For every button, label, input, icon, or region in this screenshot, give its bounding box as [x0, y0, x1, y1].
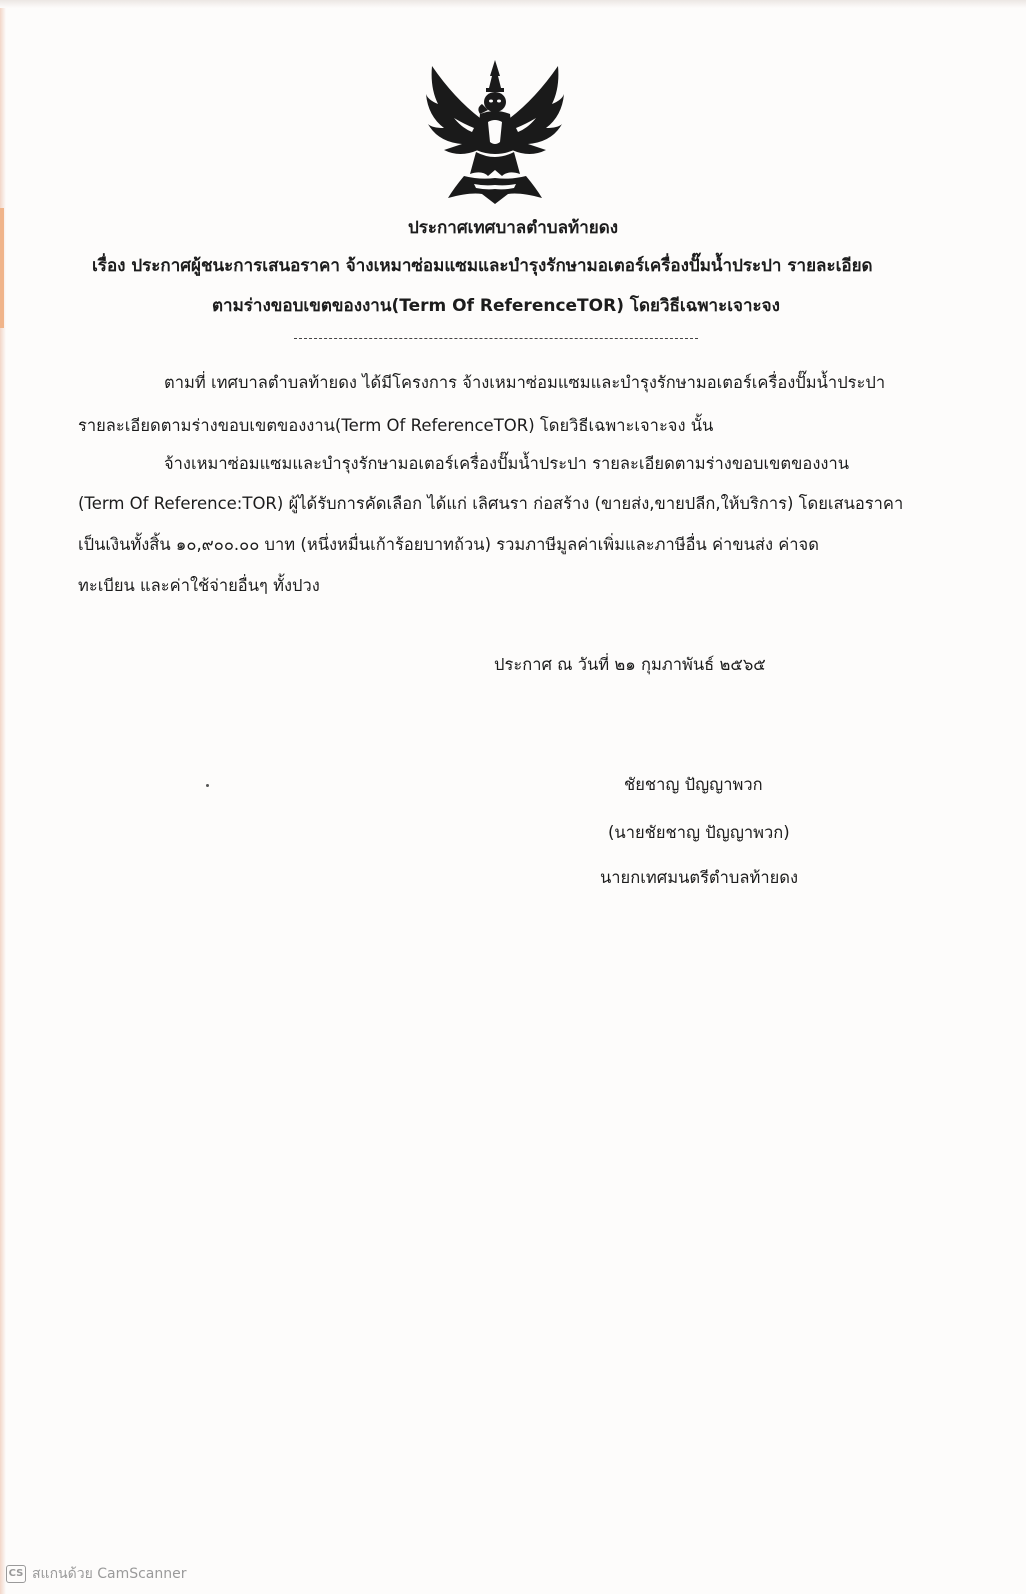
subject-line-1: เรื่อง ประกาศผู้ชนะการเสนอราคา จ้างเหมาซ่อมแซมและบำรุงรักษามอเตอร์เครื่องปั๊มน้ำประปา รายละเอียด [92, 256, 873, 276]
separator-line [294, 338, 698, 339]
scan-edge-top [0, 0, 1026, 8]
camscanner-icon: CS [6, 1565, 26, 1583]
paragraph-2-line-3: เป็นเงินทั้งสิ้น ๑๐,๙๐๐.๐๐ บาท (หนึ่งหมื่นเก้าร้อยบาทถ้วน) รวมภาษีมูลค่าเพิ่มและภาษีอื่น ค่าขนส่ง ค่าจด [78, 535, 819, 554]
announcement-date: ประกาศ ณ วันที่ ๒๑ กุมภาพันธ์ ๒๕๖๕ [494, 655, 766, 674]
document-title: ประกาศเทศบาลตำบลท้ายดง [407, 218, 619, 238]
subject-line-2: ตามร่างขอบเขตของงาน(Term Of ReferenceTOR) โดยวิธีเฉพาะเจาะจง [212, 296, 780, 316]
paragraph-2-line-4: ทะเบียน และค่าใช้จ่ายอื่นๆ ทั้งปวง [78, 576, 320, 595]
paragraph-1-line-2: รายละเอียดตามร่างขอบเขตของงาน(Term Of ReferenceTOR) โดยวิธีเฉพาะเจาะจง นั้น [78, 416, 714, 435]
paragraph-2-line-2: (Term Of Reference:TOR) ผู้ได้รับการคัดเลือก ได้แก่ เลิศนรา ก่อสร้าง (ขายส่ง,ขายปลีก,ให้บริการ) โดยเสนอราคา [78, 494, 904, 513]
garuda-emblem-icon [424, 58, 566, 204]
signature: ชัยชาญ ปัญญาพวก [624, 775, 763, 794]
scan-speck [206, 784, 209, 787]
paragraph-2-line-1: จ้างเหมาซ่อมแซมและบำรุงรักษามอเตอร์เครื่องปั๊มน้ำประปา รายละเอียดตามร่างขอบเขตของงาน [164, 454, 849, 473]
paragraph-1-line-1: ตามที่ เทศบาลตำบลท้ายดง ได้มีโครงการ จ้างเหมาซ่อมแซมและบำรุงรักษามอเตอร์เครื่องปั๊มน้ำประปา [164, 373, 886, 392]
signatory-name: (นายชัยชาญ ปัญญาพวก) [608, 823, 790, 842]
scanner-watermark [6, 1563, 187, 1585]
scanner-watermark-text: สแกนด้วย CamScanner [32, 1566, 187, 1582]
signatory-position: นายกเทศมนตรีตำบลท้ายดง [600, 868, 799, 887]
